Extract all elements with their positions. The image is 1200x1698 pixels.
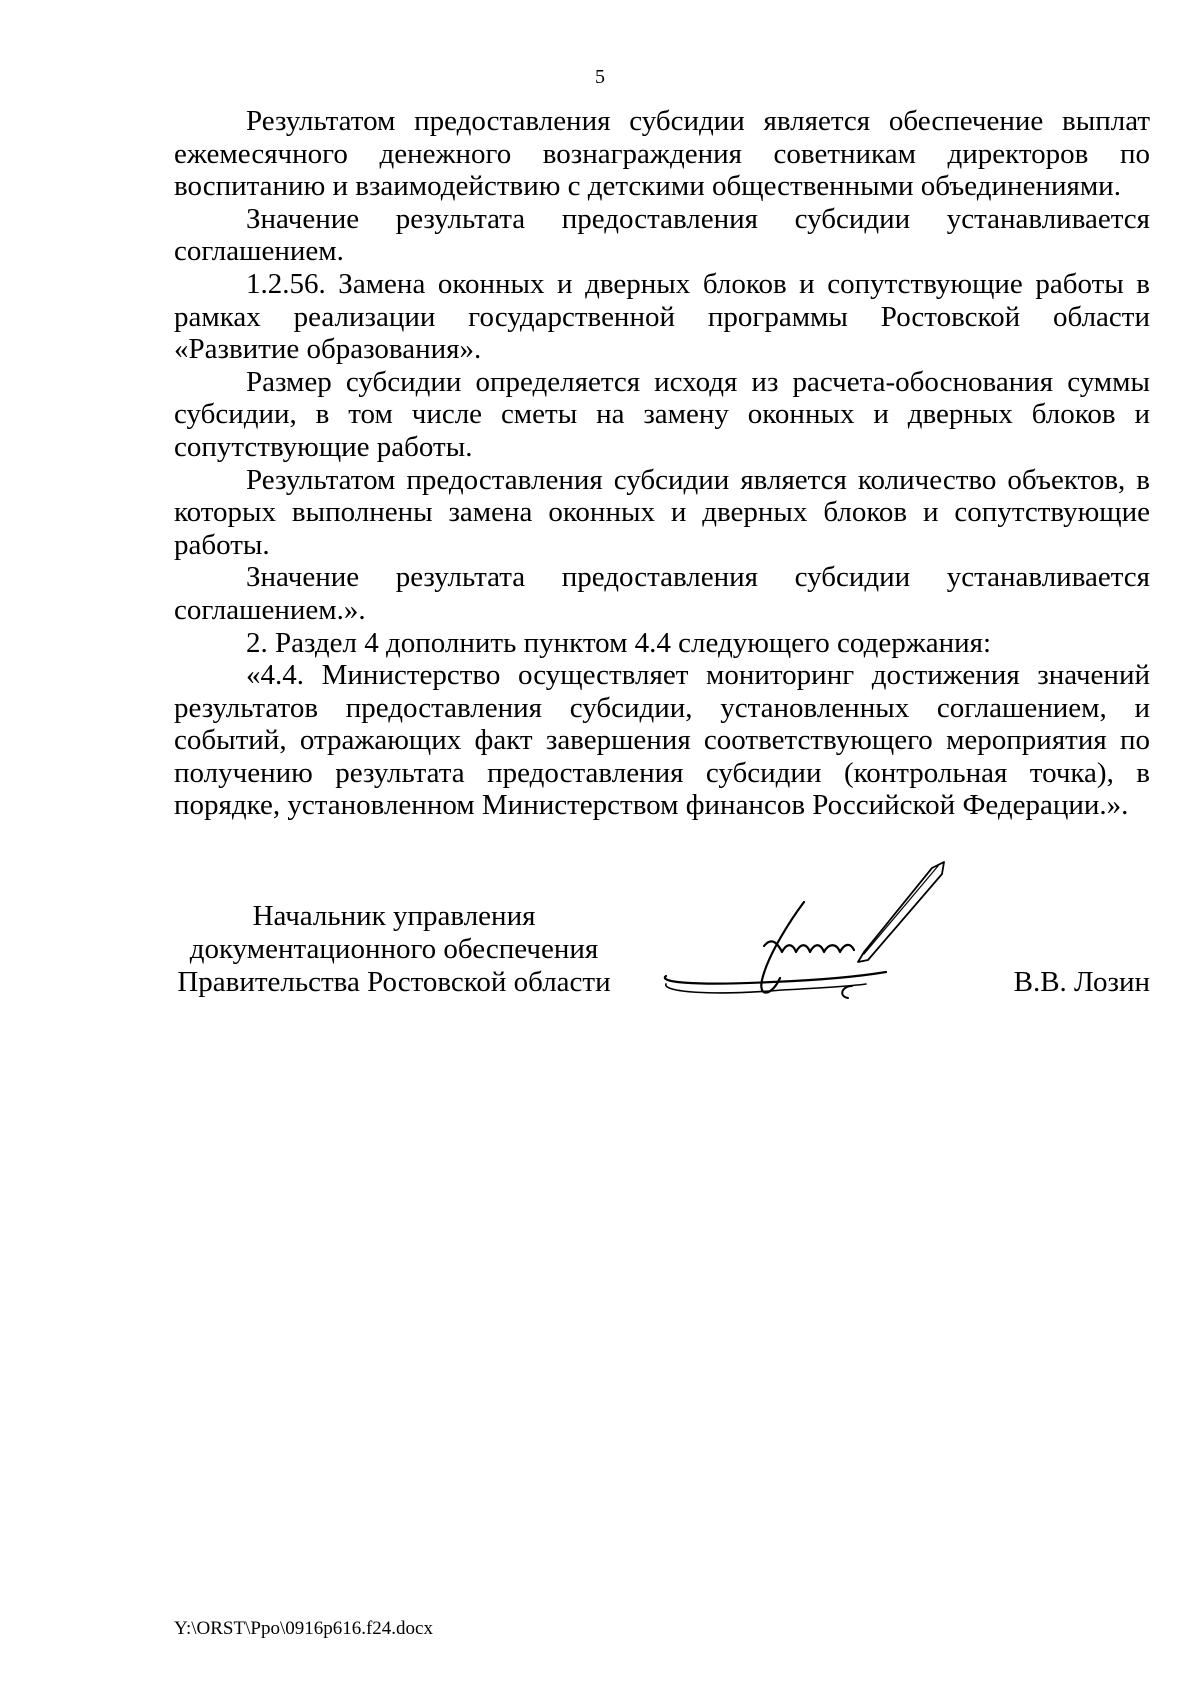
- file-path: Y:\ORST\Ppo\0916p616.f24.docx: [174, 1618, 433, 1639]
- paragraph-result-value-end: Значение результата предоставления субсидии устанавливается соглашением.».: [174, 561, 1150, 626]
- signer-position: [174, 900, 614, 999]
- paragraph-subsidy-size: Размер субсидии определяется исходя из расчета-обоснования суммы субсидии, в том числе сметы на замену оконных и дверных блоков и сопутствующие работы.: [174, 365, 1150, 463]
- signature-block: [174, 900, 1150, 1050]
- signer-position-line: Начальник управления: [252, 900, 536, 932]
- signer-position-line: документационного обеспечения: [189, 933, 599, 965]
- paragraph-item-4-4: «4.4. Министерство осуществляет мониторинг достижения значений результатов предоставления субсидии, установленных соглашением, и событий, отражающих факт завершения соответствующего мероприятия по получению результата предоставления субсидии (контрольная точка), в порядке, установленном Министерством финансов Российской Федерации.».: [174, 659, 1150, 822]
- document-body: [174, 105, 1150, 822]
- signer-position-line: Правительства Ростовской области: [177, 966, 611, 998]
- signer-name: В.В. Лозин: [1013, 966, 1150, 998]
- paragraph-subsidy-result: Результатом предоставления субсидии является обеспечение выплат ежемесячного денежного вознаграждения советникам директоров по воспитанию и взаимодействию с детскими общественными объединениями.: [174, 105, 1150, 203]
- paragraph-section-4-amendment: 2. Раздел 4 дополнить пунктом 4.4 следующего содержания:: [246, 626, 992, 659]
- paragraph-result-value: Значение результата предоставления субсидии устанавливается соглашением.: [174, 202, 1150, 268]
- paragraph-objects-count: Результатом предоставления субсидии является количество объектов, в которых выполнены замена оконных и дверных блоков и сопутствующие работы.: [174, 463, 1150, 561]
- handwritten-signature: [652, 858, 982, 1028]
- paragraph-item-1-2-56: 1.2.56. Замена оконных и дверных блоков и сопутствующие работы в рамках реализации государственной программы Ростовской области «Развитие образования».: [174, 267, 1150, 366]
- page-number: 5: [595, 66, 605, 88]
